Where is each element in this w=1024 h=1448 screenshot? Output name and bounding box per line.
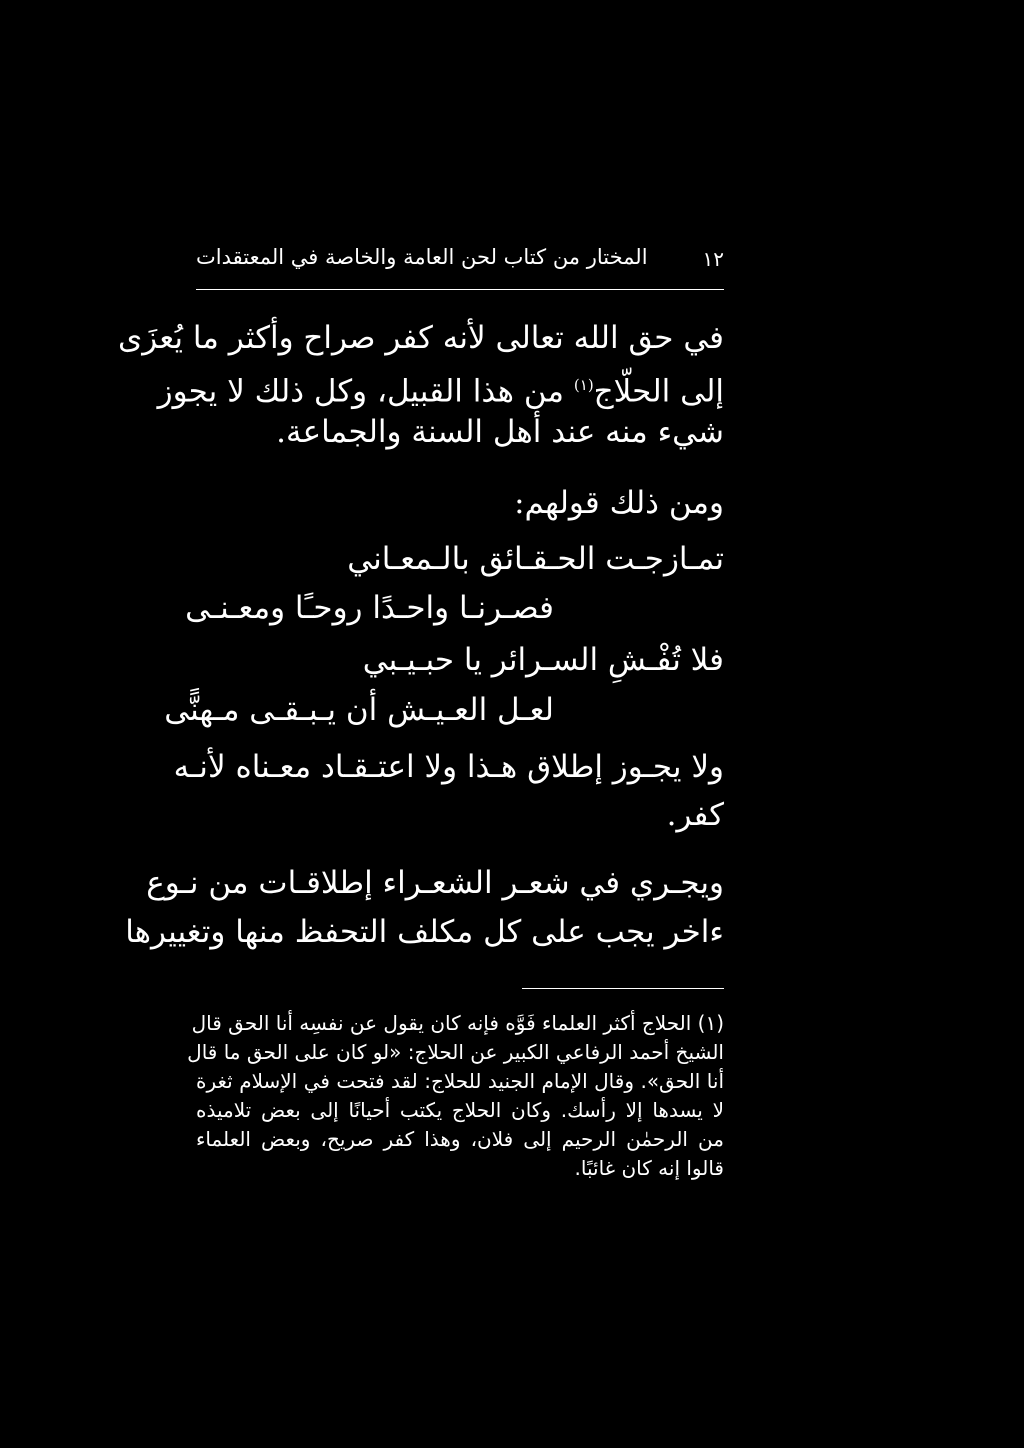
footnote-line: (١) الحلاج أكثر العلماء فَوَّه فإنه كان يقول عن نفسِه أنا الحق قال — [191, 1011, 724, 1035]
paragraph-line: ولا يجـوز إطلاق هـذا ولا اعتـقـاد معـناه لأنـه — [173, 749, 724, 785]
verse-intro: ومن ذلك قولهم: — [514, 485, 724, 521]
header-rule — [196, 289, 724, 290]
footnote-line: قالوا إنه كان غائبًا. — [574, 1156, 724, 1180]
verse-1-hemistich-left: فصـرنـا واحـدًا روحـًا ومعـنـى — [185, 590, 554, 626]
paragraph-line: ءاخر يجب على كل مكلف التحفظ منها وتغييرها — [125, 914, 724, 950]
footnote-line: الشيخ أحمد الرفاعي الكبير عن الحلاج: «لو كان على الحق ما قال — [187, 1040, 724, 1064]
footnote-marker: (١) — [573, 376, 594, 394]
verse-2-hemistich-left: لعـل العـيـش أن يـبـقـى مـهنًّى — [164, 692, 554, 728]
text-segment: إلى الحلّاج — [593, 373, 724, 410]
text-segment: من هذا القبيل، وكل ذلك لا يجوز — [157, 373, 565, 410]
paragraph-line: في حق الله تعالى لأنه كفر صراح وأكثر ما يُعزَى — [118, 320, 724, 356]
footnote-rule — [522, 988, 724, 989]
paragraph-line: كفر. — [666, 797, 724, 833]
verse-2-hemistich-right: فلا تُفْـشِ السـرائر يا حبـيـبي — [362, 642, 724, 678]
paragraph-line — [157, 365, 724, 411]
footnote-line: أنا الحق». وقال الإمام الجنيد للحلاج: لقد فتحت في الإسلام ثغرة — [196, 1069, 724, 1093]
page-header — [196, 243, 724, 279]
paragraph-line: شيء منه عند أهل السنة والجماعة. — [276, 414, 724, 450]
footnote-line: لا يسدها إلا رأسك. وكان الحلاج يكتب أحيانًا إلى بعض تلاميذه — [196, 1098, 724, 1122]
paragraph-line: ويجـري في شعـر الشعـراء إطلاقـات من نـوع — [146, 865, 724, 901]
page-number: ١٢ — [702, 247, 724, 271]
verse-1-hemistich-right: تمـازجـت الحـقـائق بالـمعـاني — [347, 541, 724, 577]
running-title: المختار من كتاب لحن العامة والخاصة في المعتقدات — [196, 245, 648, 269]
footnote-line: من الرحمٰن الرحيم إلى فلان، وهذا كفر صريح، وبعض العلماء — [196, 1127, 724, 1151]
